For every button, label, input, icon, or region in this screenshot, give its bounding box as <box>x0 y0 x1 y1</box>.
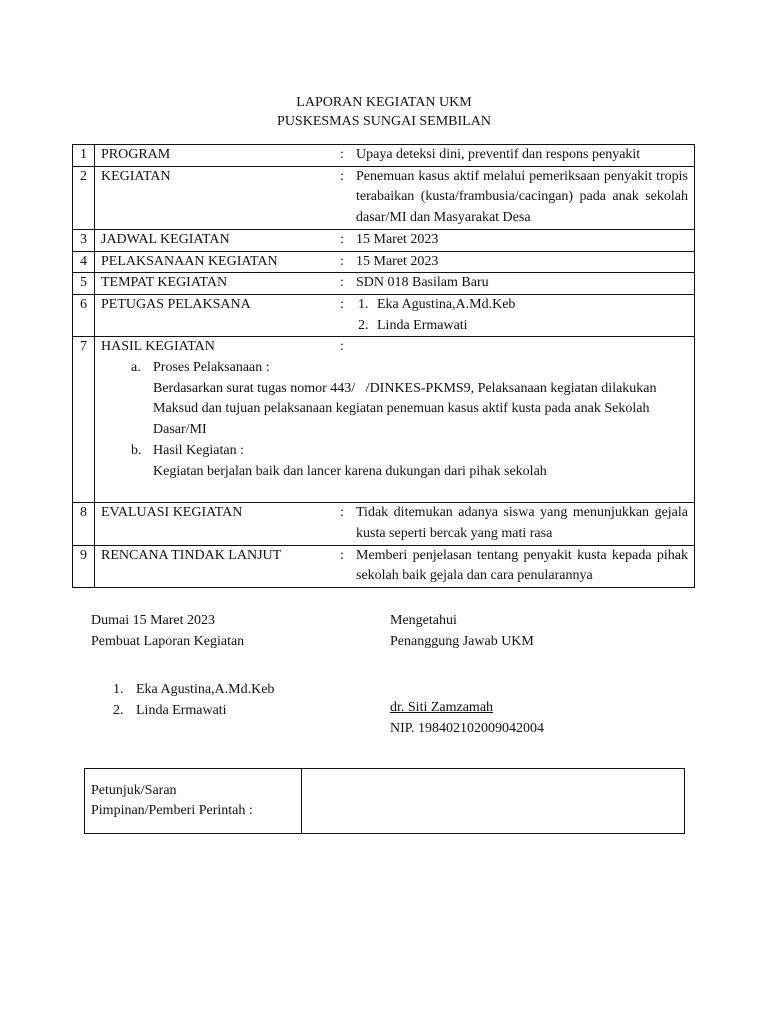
report-title <box>0 93 768 131</box>
officer-name: Eka Agustina,A.Md.Keb <box>377 296 516 312</box>
row-label: JADWAL KEGIATAN <box>101 231 230 247</box>
colon: : <box>340 505 344 521</box>
row-number: 9 <box>73 545 95 587</box>
row-value: 15 Maret 2023 <box>356 253 439 269</box>
result-section <box>95 358 694 502</box>
colon: : <box>340 296 344 312</box>
table-row <box>73 503 695 545</box>
responsible-label: Penanggung Jawab UKM <box>390 633 534 649</box>
row-number: 5 <box>73 273 95 295</box>
footer-right <box>390 611 534 652</box>
row-value: Penemuan kasus aktif melalui pemeriksaan penyakit tropis terabaikan (kusta/frambusia/cacingan) pada anak sekolah dasar/MI dan Masyarakat Desa <box>356 168 688 226</box>
row-value: SDN 018 Basilam Baru <box>356 275 489 291</box>
result-heading: b. Hasil Kegiatan : <box>131 442 244 458</box>
table-row <box>73 273 695 295</box>
row-value: 15 Maret 2023 <box>356 231 439 247</box>
acknowledge-label: Mengetahui <box>390 613 457 628</box>
row-number: 6 <box>73 294 95 336</box>
report-title-line1: LAPORAN KEGIATAN UKM <box>296 95 472 110</box>
head-signature <box>390 698 544 739</box>
colon: : <box>340 147 344 162</box>
report-date: Dumai 15 Maret 2023 <box>91 613 216 628</box>
process-heading: a. Proses Pelaksanaan : <box>131 360 270 376</box>
head-name: dr. Siti Zamzamah <box>390 700 494 715</box>
row-number: 2 <box>73 166 95 229</box>
officer-list <box>358 295 694 336</box>
row-number: 7 <box>73 337 95 503</box>
report-title-line2: PUSKESMAS SUNGAI SEMBILAN <box>277 114 491 129</box>
row-number: 4 <box>73 251 95 273</box>
table-row <box>73 294 695 336</box>
list-item: 1. Eka Agustina,A.Md.Keb <box>358 296 516 312</box>
table-row <box>73 145 695 167</box>
officer-name: Linda Ermawati <box>377 317 468 333</box>
row-value: Memberi penjelasan tentang penyakit kusta kepada pihak sekolah baik gejala dan cara penularannya <box>356 547 688 584</box>
row-label: HASIL KEGIATAN <box>101 339 215 355</box>
result-text: Kegiatan berjalan baik dan lancer karena dukungan dari pihak sekolah <box>153 463 547 479</box>
colon: : <box>340 339 344 355</box>
row-number: 1 <box>73 145 95 167</box>
report-maker: Pembuat Laporan Kegiatan <box>91 633 245 649</box>
table-row <box>73 251 695 273</box>
list-item: 1. Eka Agustina,A.Md.Keb <box>113 682 275 697</box>
footer-left <box>91 611 244 652</box>
table-row <box>73 545 695 587</box>
row-number: 3 <box>73 229 95 251</box>
signer-name: Eka Agustina,A.Md.Keb <box>136 682 275 697</box>
colon: : <box>340 275 344 291</box>
row-label: RENCANA TINDAK LANJUT <box>101 547 282 563</box>
colon: : <box>340 547 344 563</box>
row-value: Tidak ditemukan adanya siswa yang menunjukkan gejala kusta seperti bercak yang mati rasa <box>356 505 688 541</box>
instruction-label: Petunjuk/Saran Pimpinan/Pemberi Perintah : <box>85 769 302 834</box>
report-table <box>72 144 695 588</box>
table-row <box>73 337 695 503</box>
row-label: PETUGAS PELAKSANA <box>101 296 251 312</box>
head-nip: NIP. 198402102009042004 <box>390 720 545 736</box>
row-label: EVALUASI KEGIATAN <box>101 505 243 521</box>
row-label: PELAKSANAAN KEGIATAN <box>101 253 278 269</box>
row-label: TEMPAT KEGIATAN <box>101 275 228 291</box>
process-text-1: Berdasarkan surat tugas nomor 443/ /DINKES-PKMS9, Pelaksanaan kegiatan dilakukan <box>153 380 657 396</box>
signer-name: Linda Ermawati <box>136 702 227 718</box>
signer-list <box>113 680 274 721</box>
row-value: Upaya deteksi dini, preventif dan respons penyakit <box>356 147 641 162</box>
row-number: 8 <box>73 503 95 545</box>
process-text-2: Maksud dan tujuan pelaksanaan kegiatan penemuan kasus aktif kusta pada anak Sekolah Dasar/MI <box>153 401 650 438</box>
instruction-content <box>302 769 685 834</box>
instruction-box <box>84 768 685 834</box>
table-row <box>73 229 695 251</box>
colon: : <box>340 231 344 247</box>
list-item: 2. Linda Ermawati <box>113 702 227 718</box>
row-label: KEGIATAN <box>101 168 171 184</box>
list-item: 2. Linda Ermawati <box>358 317 468 333</box>
colon: : <box>340 168 344 184</box>
table-row <box>73 166 695 229</box>
row-label: PROGRAM <box>101 147 171 162</box>
colon: : <box>340 253 344 269</box>
